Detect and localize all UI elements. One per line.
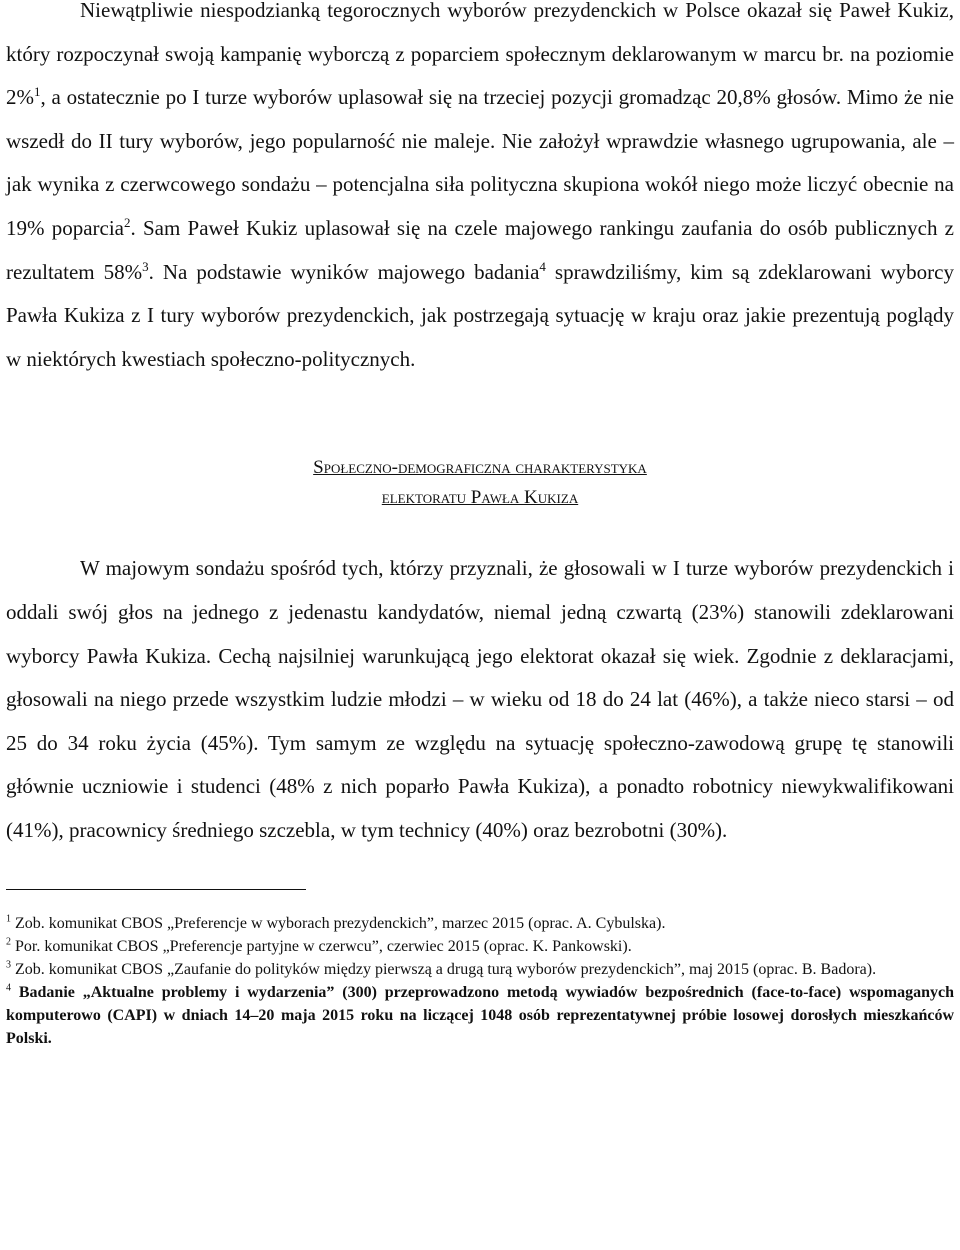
section-heading-line-2: elektoratu Pawła Kukiza [381, 487, 579, 509]
footnote-3 [6, 958, 954, 981]
footnote-2-number: 2 [6, 936, 11, 948]
footnote-3-number: 3 [6, 959, 11, 971]
section-heading-line-1: Społeczno-demograficzna charakterystyka [313, 457, 647, 479]
intro-paragraph [6, 0, 954, 381]
body-paragraph: W majowym sondażu spośród tych, którzy przyznali, że głosowali w I turze wyborów prezydenckich i oddali swój głos na jednego z jedenastu kandydatów, niemal jedną czwartą (23%) stanowili zdeklarowani wyborcy Pawła Kukiza. Cechą najsilniej warunkującą jego elektorat okazał się wiek. Zgodnie z deklaracjami, głosowali na niego przede wszystkim ludzie młodzi – w wieku od 18 do 24 lat (46%), a także nieco starsi – od 25 do 34 roku życia (45%). Tym samym ze względu na sytuację społeczno-zawodową grupę tę stanowili głównie uczniowie i studenci (48% z nich poparło Pawła Kukiza), a ponadto robotnicy niewykwalifikowani (41%), pracownicy średniego szczebla, w tym technicy (40%) oraz bezrobotni (30%). [6, 556, 954, 842]
section-heading [6, 453, 954, 513]
footnote-ref-1[interactable]: 1 [34, 84, 41, 100]
document-page [6, 0, 954, 1050]
intro-text-1: Niewątpliwie niespodzianką tegorocznych wyborów prezydenckich w Polsce okazał się Paweł Kukiz, który rozpoczynał swoją kampanię wyborczą z poparciem społecznym deklarowanym w marcu br. na poziomie 2% [6, 0, 954, 110]
intro-text-2: , a ostatecznie po I turze wyborów uplasował się na trzeciej pozycji gromadząc 20,8% głosów. Mimo że nie wszedł do II tury wyborów, jego popularność nie maleje. Nie założył wprawdzie własnego ugrupowania, ale – jak wynika z czerwcowego sondażu – potencjalna siła polityczna skupiona wokół niego może liczyć obecnie na 19% poparcia [6, 85, 954, 240]
footnote-1 [6, 912, 954, 935]
intro-text-3: . Sam Paweł Kukiz uplasował się na czele majowego rankingu zaufania do osób publicznych z rezultatem 58% [6, 215, 954, 284]
intro-text-5: sprawdziliśmy, kim są zdeklarowani wyborcy Pawła Kukiza z I tury wyborów prezydenckich, jak postrzegają sytuację w kraju oraz jakie prezentują poglądy w niektórych kwestiach społeczno-politycznych. [6, 259, 954, 371]
footnote-2-text: Por. komunikat CBOS „Preferencje partyjne w czerwcu”, czerwiec 2015 (oprac. K. Pankowski). [15, 937, 632, 955]
footnote-ref-4[interactable]: 4 [539, 258, 546, 274]
footnote-4-text: Badanie „Aktualne problemy i wydarzenia” (300) przeprowadzono metodą wywiadów bezpośrednich (face-to-face) wspomaganych komputerowo (CAPI) w dniach 14–20 maja 2015 roku na liczącej 1048 osób reprezentatywnej próbie losowej dorosłych mieszkańców Polski. [6, 983, 955, 1047]
footnote-2 [6, 935, 954, 958]
footnote-1-text: Zob. komunikat CBOS „Preferencje w wyborach prezydenckich”, marzec 2015 (oprac. A. Cybulska). [15, 914, 666, 932]
footnote-3-text: Zob. komunikat CBOS „Zaufanie do polityków między pierwszą a drugą turą wyborów prezydenckich”, maj 2015 (oprac. B. Badora). [15, 960, 877, 978]
footnote-separator [6, 889, 306, 890]
footnote-4 [6, 981, 954, 1050]
footnote-4-number: 4 [6, 982, 11, 994]
footnote-ref-3[interactable]: 3 [142, 258, 149, 274]
intro-text-4: . Na podstawie wyników majowego badania [148, 259, 540, 284]
footnote-1-number: 1 [6, 913, 11, 925]
footnote-ref-2[interactable]: 2 [124, 214, 131, 230]
